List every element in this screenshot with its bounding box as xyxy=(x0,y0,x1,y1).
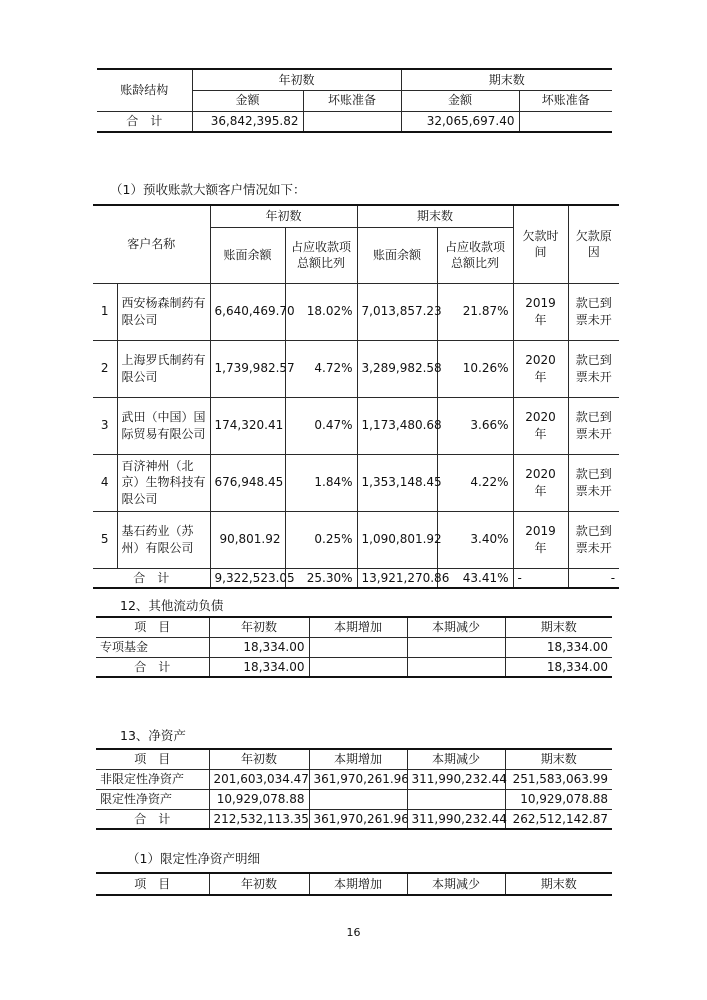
page-number: 16 xyxy=(346,926,361,939)
other-liab-cell xyxy=(407,657,505,677)
advance-open-balance-header: 账面余额 xyxy=(210,227,285,283)
aging-opening-baddebt-header: 坏账准备 xyxy=(303,90,401,111)
net-assets-cell: 10,929,078.88 xyxy=(209,789,309,809)
aging-total-closing-amount: 32,065,697.40 xyxy=(401,111,519,132)
advance-row-time: 2020 年 xyxy=(513,397,568,454)
advance-row xyxy=(93,283,619,340)
other-liab-header-4: 期末数 xyxy=(505,617,612,637)
net-assets-header-1: 年初数 xyxy=(209,749,309,769)
net-assets-header-3: 本期减少 xyxy=(407,749,505,769)
other-liab-header-2: 本期增加 xyxy=(309,617,407,637)
other-liab-cell: 合 计 xyxy=(96,657,209,677)
advance-opening-header: 年初数 xyxy=(210,205,357,227)
advance-row-open-balance: 174,320.41 xyxy=(210,397,285,454)
advance-row-reason: 款已到票未开 xyxy=(568,397,619,454)
advance-row xyxy=(93,397,619,454)
other-liab-table xyxy=(96,616,612,678)
advance-row xyxy=(93,511,619,568)
advance-open-ratio-header: 占应收款项总额比列 xyxy=(285,227,357,283)
advance-close-ratio-header: 占应收款项总额比列 xyxy=(437,227,513,283)
advance-total-open-ratio: 25.30% xyxy=(285,568,357,588)
advance-total-close-ratio: 43.41% xyxy=(437,568,513,588)
other-liab-cell: 18,334.00 xyxy=(505,637,612,657)
advance-row-time: 2019 年 xyxy=(513,283,568,340)
advance-row-customer: 上海罗氏制药有限公司 xyxy=(117,340,210,397)
aging-opening-amount-header: 金额 xyxy=(192,90,303,111)
restricted-heading: （1）限定性净资产明细 xyxy=(127,851,260,866)
aging-opening-header: 年初数 xyxy=(192,69,401,90)
other-liab-header-0: 项 目 xyxy=(96,617,209,637)
aging-total-label: 合 计 xyxy=(97,111,192,132)
advance-total-label: 合 计 xyxy=(93,568,210,588)
net-assets-cell: 合 计 xyxy=(96,809,209,829)
net-assets-header-2: 本期增加 xyxy=(309,749,407,769)
advance-customer-header: 客户名称 xyxy=(93,205,210,283)
aging-table xyxy=(97,68,612,133)
advance-close-balance-header: 账面余额 xyxy=(357,227,437,283)
advance-row-open-ratio: 1.84% xyxy=(285,454,357,511)
other-liab-cell: 18,334.00 xyxy=(209,637,309,657)
advance-row-no: 5 xyxy=(93,511,117,568)
net-assets-cell: 311,990,232.44 xyxy=(407,769,505,789)
advance-total-close-balance: 13,921,270.86 xyxy=(357,568,437,588)
advance-total-reason: - xyxy=(568,568,619,588)
advance-row-close-ratio: 10.26% xyxy=(437,340,513,397)
net-assets-header-4: 期末数 xyxy=(505,749,612,769)
aging-closing-amount-header: 金额 xyxy=(401,90,519,111)
advance-row-customer: 西安杨森制药有限公司 xyxy=(117,283,210,340)
advance-row-time: 2020 年 xyxy=(513,340,568,397)
advance-row-no: 1 xyxy=(93,283,117,340)
aging-total-closing-baddebt xyxy=(519,111,612,132)
net-assets-cell: 10,929,078.88 xyxy=(505,789,612,809)
advance-row-time: 2020 年 xyxy=(513,454,568,511)
other-liab-header-3: 本期减少 xyxy=(407,617,505,637)
other-liab-row xyxy=(96,637,612,657)
advance-row-reason: 款已到票未开 xyxy=(568,454,619,511)
advance-row-open-ratio: 18.02% xyxy=(285,283,357,340)
advance-row-reason: 款已到票未开 xyxy=(568,511,619,568)
advance-reason-header: 欠款原因 xyxy=(568,205,619,283)
advance-time-header: 欠款时间 xyxy=(513,205,568,283)
net-assets-heading: 13、净资产 xyxy=(120,728,186,743)
net-assets-table xyxy=(96,748,612,830)
aging-col-header: 账龄结构 xyxy=(97,69,192,111)
advance-row-close-ratio: 4.22% xyxy=(437,454,513,511)
advance-row-close-balance: 1,090,801.92 xyxy=(357,511,437,568)
net-assets-cell: 251,583,063.99 xyxy=(505,769,612,789)
advance-row-no: 4 xyxy=(93,454,117,511)
net-assets-cell: 361,970,261.96 xyxy=(309,809,407,829)
other-liab-cell: 18,334.00 xyxy=(209,657,309,677)
other-liab-heading: 12、其他流动负债 xyxy=(120,598,224,613)
other-liab-cell xyxy=(407,637,505,657)
net-assets-cell xyxy=(309,789,407,809)
advance-total-open-balance: 9,322,523.05 xyxy=(210,568,285,588)
other-liab-cell xyxy=(309,637,407,657)
advance-row-reason: 款已到票未开 xyxy=(568,340,619,397)
advance-closing-header: 期末数 xyxy=(357,205,513,227)
other-liab-cell: 专项基金 xyxy=(96,637,209,657)
restricted-header-row xyxy=(96,873,612,895)
advance-row-close-balance: 7,013,857.23 xyxy=(357,283,437,340)
advance-row-close-ratio: 3.40% xyxy=(437,511,513,568)
advance-row-close-ratio: 3.66% xyxy=(437,397,513,454)
advance-row-open-ratio: 0.25% xyxy=(285,511,357,568)
net-assets-cell: 限定性净资产 xyxy=(96,789,209,809)
net-assets-header-row xyxy=(96,749,612,769)
advance-row-customer: 百济神州（北京）生物科技有限公司 xyxy=(117,454,210,511)
advance-row-open-balance: 1,739,982.57 xyxy=(210,340,285,397)
aging-closing-header: 期末数 xyxy=(401,69,612,90)
advance-row-customer: 武田（中国）国际贸易有限公司 xyxy=(117,397,210,454)
other-liab-header-row xyxy=(96,617,612,637)
net-assets-row xyxy=(96,809,612,829)
net-assets-row xyxy=(96,789,612,809)
other-liab-header-1: 年初数 xyxy=(209,617,309,637)
advance-total-time: - xyxy=(513,568,568,588)
net-assets-cell: 212,532,113.35 xyxy=(209,809,309,829)
net-assets-cell: 311,990,232.44 xyxy=(407,809,505,829)
restricted-header-0: 项 目 xyxy=(96,873,209,895)
restricted-header-4: 期末数 xyxy=(505,873,612,895)
advance-row-open-ratio: 0.47% xyxy=(285,397,357,454)
advance-row-close-balance: 3,289,982.58 xyxy=(357,340,437,397)
advance-row-customer: 基石药业（苏州）有限公司 xyxy=(117,511,210,568)
net-assets-cell: 361,970,261.96 xyxy=(309,769,407,789)
restricted-header-1: 年初数 xyxy=(209,873,309,895)
advance-row-close-balance: 1,173,480.68 xyxy=(357,397,437,454)
advance-row-open-balance: 90,801.92 xyxy=(210,511,285,568)
advance-row-open-balance: 6,640,469.70 xyxy=(210,283,285,340)
net-assets-row xyxy=(96,769,612,789)
other-liab-cell: 18,334.00 xyxy=(505,657,612,677)
advance-row-reason: 款已到票未开 xyxy=(568,283,619,340)
advance-row-open-balance: 676,948.45 xyxy=(210,454,285,511)
aging-closing-baddebt-header: 坏账准备 xyxy=(519,90,612,111)
net-assets-cell xyxy=(407,789,505,809)
net-assets-header-0: 项 目 xyxy=(96,749,209,769)
advance-row xyxy=(93,454,619,511)
advance-row-time: 2019 年 xyxy=(513,511,568,568)
other-liab-row xyxy=(96,657,612,677)
other-liab-cell xyxy=(309,657,407,677)
net-assets-cell: 262,512,142.87 xyxy=(505,809,612,829)
net-assets-cell: 201,603,034.47 xyxy=(209,769,309,789)
advance-row-close-balance: 1,353,148.45 xyxy=(357,454,437,511)
advance-row xyxy=(93,340,619,397)
advance-heading: （1）预收账款大额客户情况如下： xyxy=(110,182,306,197)
advance-table xyxy=(93,204,619,589)
advance-row-open-ratio: 4.72% xyxy=(285,340,357,397)
aging-total-opening-baddebt xyxy=(303,111,401,132)
restricted-header-3: 本期减少 xyxy=(407,873,505,895)
advance-row-no: 3 xyxy=(93,397,117,454)
aging-total-opening-amount: 36,842,395.82 xyxy=(192,111,303,132)
restricted-header-2: 本期增加 xyxy=(309,873,407,895)
net-assets-cell: 非限定性净资产 xyxy=(96,769,209,789)
advance-row-close-ratio: 21.87% xyxy=(437,283,513,340)
advance-row-no: 2 xyxy=(93,340,117,397)
restricted-table xyxy=(96,872,612,896)
